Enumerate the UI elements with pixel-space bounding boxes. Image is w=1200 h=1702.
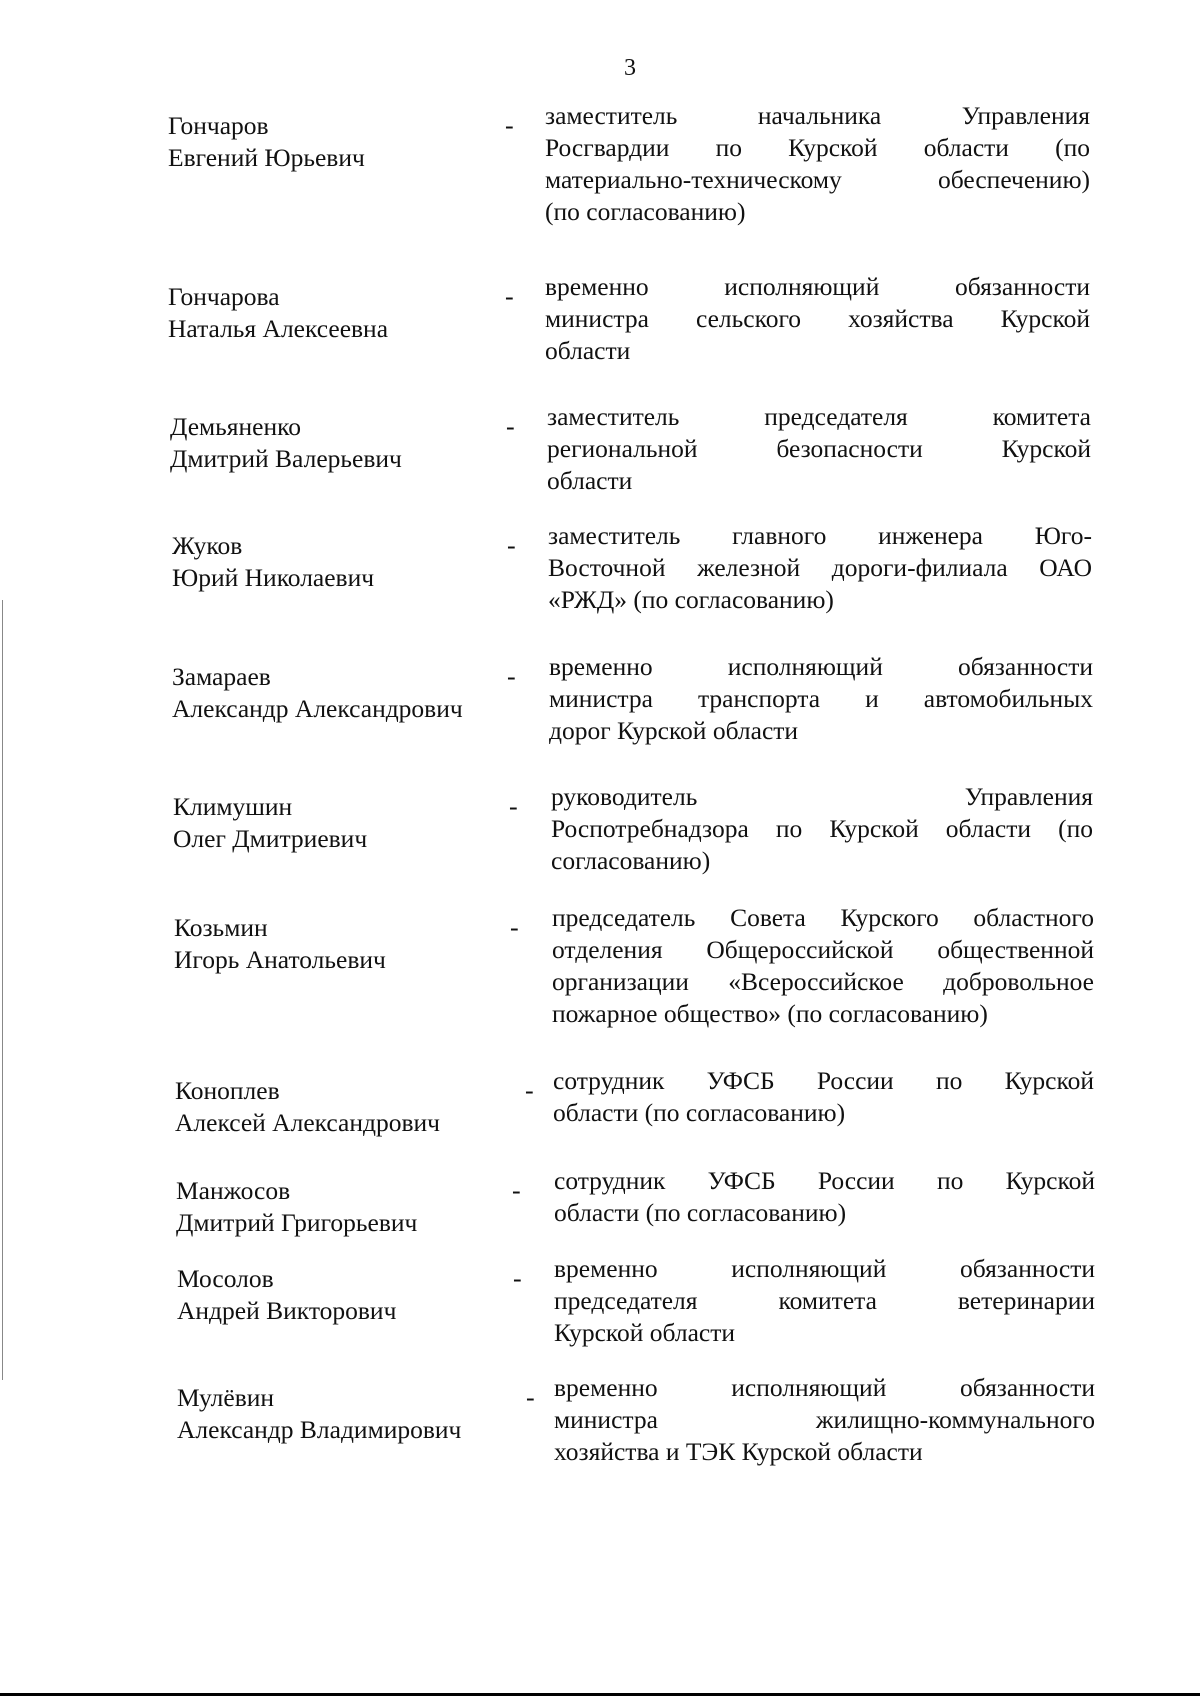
- position-line: «РЖД» (по согласованию): [548, 585, 834, 614]
- separator-dash: -: [505, 111, 514, 140]
- member-position: [551, 781, 1093, 877]
- position-line: области: [545, 336, 631, 365]
- separator-dash: -: [507, 531, 516, 560]
- member-name: [172, 530, 374, 594]
- separator-dash: -: [513, 1264, 522, 1293]
- member-surname: Демьяненко: [170, 412, 301, 441]
- member-position: [549, 651, 1093, 747]
- separator-dash: -: [509, 792, 518, 821]
- position-line: материально-техническому обеспечению): [545, 165, 1090, 194]
- member-surname: Манжосов: [176, 1176, 291, 1205]
- member-given-names: Алексей Александрович: [175, 1108, 440, 1137]
- position-line: хозяйства и ТЭК Курской области: [554, 1437, 923, 1466]
- member-name: [175, 1075, 440, 1139]
- position-line: отделения Общероссийской общественной: [552, 935, 1094, 964]
- position-line: сотрудник УФСБ России по Курской: [554, 1166, 1095, 1195]
- member-surname: Гончаров: [168, 111, 269, 140]
- member-position: [547, 401, 1091, 497]
- position-line: Росгвардии по Курской области (по: [545, 133, 1090, 162]
- separator-dash: -: [507, 662, 516, 691]
- position-line: временно исполняющий обязанности: [549, 652, 1093, 681]
- position-line: министра жилищно-коммунального: [554, 1405, 1095, 1434]
- member-name: [170, 411, 402, 475]
- member-name: [172, 661, 463, 725]
- position-line: согласованию): [551, 846, 711, 875]
- member-position: [554, 1253, 1095, 1349]
- member-position: [554, 1372, 1095, 1468]
- member-position: [552, 902, 1094, 1030]
- position-line: министра транспорта и автомобильных: [549, 684, 1093, 713]
- position-line: сотрудник УФСБ России по Курской: [553, 1066, 1094, 1095]
- separator-dash: -: [506, 412, 515, 441]
- page-number: 3: [624, 55, 636, 81]
- position-line: Курской области: [554, 1318, 736, 1347]
- position-line: региональной безопасности Курской: [547, 434, 1091, 463]
- separator-dash: -: [512, 1176, 521, 1205]
- member-given-names: Олег Дмитриевич: [173, 824, 368, 853]
- member-surname: Гончарова: [168, 282, 280, 311]
- position-line: области: [547, 466, 633, 495]
- member-surname: Мосолов: [177, 1264, 274, 1293]
- position-line: председатель Совета Курского областного: [552, 903, 1094, 932]
- scan-edge-mark: [2, 600, 3, 1380]
- member-given-names: Юрий Николаевич: [172, 563, 375, 592]
- member-name: [168, 110, 365, 174]
- member-name: [173, 791, 367, 855]
- member-name: [177, 1382, 461, 1446]
- position-line: Восточной железной дороги-филиала ОАО: [548, 553, 1092, 582]
- position-line: области (по согласованию): [553, 1098, 846, 1127]
- member-surname: Замараев: [172, 662, 271, 691]
- position-line: заместитель главного инженера Юго-: [548, 521, 1092, 550]
- member-given-names: Наталья Алексеевна: [168, 314, 389, 343]
- member-given-names: Дмитрий Григорьевич: [176, 1208, 418, 1237]
- member-given-names: Дмитрий Валерьевич: [170, 444, 402, 473]
- position-line: заместитель председателя комитета: [547, 402, 1091, 431]
- member-given-names: Александр Владимирович: [177, 1415, 462, 1444]
- member-surname: Мулёвин: [177, 1383, 275, 1412]
- separator-dash: -: [505, 282, 514, 311]
- member-name: [168, 281, 388, 345]
- position-line: руководитель Управления: [551, 782, 1093, 811]
- position-line: временно исполняющий обязанности: [554, 1254, 1095, 1283]
- member-position: [545, 271, 1090, 367]
- member-name: [177, 1263, 396, 1327]
- member-position: [554, 1165, 1095, 1229]
- position-line: (по согласованию): [545, 197, 746, 226]
- member-given-names: Игорь Анатольевич: [174, 945, 386, 974]
- scan-bottom-border: [0, 1693, 1200, 1696]
- member-name: [174, 912, 386, 976]
- member-surname: Коноплев: [175, 1076, 280, 1105]
- position-line: председателя комитета ветеринарии: [554, 1286, 1095, 1315]
- position-line: временно исполняющий обязанности: [554, 1373, 1095, 1402]
- member-surname: Жуков: [172, 531, 243, 560]
- position-line: министра сельского хозяйства Курской: [545, 304, 1090, 333]
- member-name: [176, 1175, 417, 1239]
- member-given-names: Евгений Юрьевич: [168, 143, 365, 172]
- member-given-names: Андрей Викторович: [177, 1296, 397, 1325]
- member-position: [545, 100, 1090, 228]
- position-line: заместитель начальника Управления: [545, 101, 1090, 130]
- separator-dash: -: [525, 1076, 534, 1105]
- position-line: области (по согласованию): [554, 1198, 847, 1227]
- member-surname: Козьмин: [174, 913, 268, 942]
- separator-dash: -: [510, 913, 519, 942]
- separator-dash: -: [526, 1383, 535, 1412]
- position-line: организации «Всероссийское добровольное: [552, 967, 1094, 996]
- position-line: временно исполняющий обязанности: [545, 272, 1090, 301]
- position-line: Роспотребнадзора по Курской области (по: [551, 814, 1093, 843]
- member-given-names: Александр Александрович: [172, 694, 463, 723]
- position-line: дорог Курской области: [549, 716, 799, 745]
- member-surname: Климушин: [173, 792, 293, 821]
- position-line: пожарное общество» (по согласованию): [552, 999, 988, 1028]
- member-position: [553, 1065, 1094, 1129]
- member-position: [548, 520, 1092, 616]
